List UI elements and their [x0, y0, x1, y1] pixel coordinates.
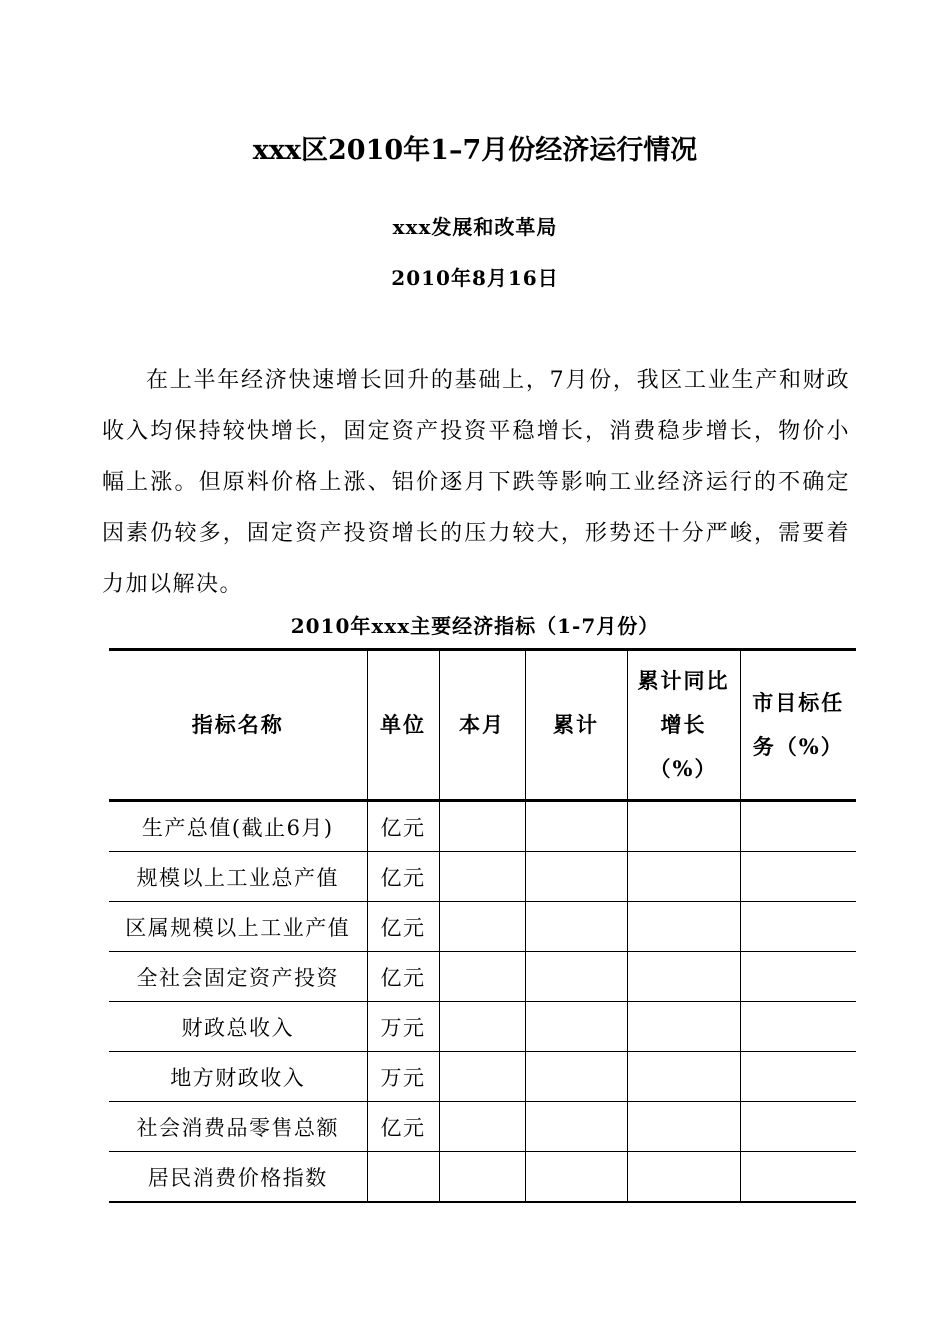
cell-yoy-growth	[627, 952, 740, 1002]
table-caption: 2010年xxx主要经济指标（1-7月份）	[290, 614, 660, 638]
cell-city-target	[740, 852, 856, 902]
cell-unit: 亿元	[367, 1102, 439, 1152]
cell-this-month	[439, 1002, 525, 1052]
table-row	[109, 1102, 856, 1152]
cell-city-target	[740, 1052, 856, 1102]
header-yoy-line3: （%）	[649, 756, 718, 781]
cell-this-month	[439, 1102, 525, 1152]
table-row	[109, 902, 856, 952]
cell-this-month	[439, 801, 525, 852]
header-indicator-name: 指标名称	[109, 650, 367, 801]
document-date: 2010年8月16日	[391, 266, 559, 290]
cell-cumulative	[525, 1152, 627, 1203]
cell-city-target	[740, 952, 856, 1002]
cell-cumulative	[525, 852, 627, 902]
cell-unit: 亿元	[367, 801, 439, 852]
cell-cumulative	[525, 902, 627, 952]
table-row	[109, 801, 856, 852]
cell-cumulative	[525, 1102, 627, 1152]
cell-indicator-name: 地方财政收入	[109, 1052, 367, 1102]
cell-indicator-name: 居民消费价格指数	[109, 1152, 367, 1203]
header-city-target	[740, 650, 856, 801]
cell-this-month	[439, 1152, 525, 1203]
cell-indicator-name: 生产总值(截止6月)	[109, 801, 367, 852]
cell-indicator-name: 区属规模以上工业产值	[109, 902, 367, 952]
cell-unit: 万元	[367, 1052, 439, 1102]
cell-unit: 亿元	[367, 952, 439, 1002]
cell-indicator-name: 社会消费品零售总额	[109, 1102, 367, 1152]
cell-this-month	[439, 1052, 525, 1102]
cell-city-target	[740, 801, 856, 852]
table-row	[109, 1152, 856, 1203]
header-yoy-growth	[627, 650, 740, 801]
header-yoy-line2: 增长	[660, 712, 707, 737]
cell-unit: 亿元	[367, 902, 439, 952]
cell-unit	[367, 1152, 439, 1203]
cell-city-target	[740, 1002, 856, 1052]
header-target-line2: 务（%）	[752, 734, 844, 759]
cell-this-month	[439, 952, 525, 1002]
cell-unit: 亿元	[367, 852, 439, 902]
document-title: xxx区2010年1–7月份经济运行情况	[252, 135, 698, 166]
table-row	[109, 852, 856, 902]
table-row	[109, 952, 856, 1002]
cell-indicator-name: 规模以上工业总产值	[109, 852, 367, 902]
cell-yoy-growth	[627, 1002, 740, 1052]
cell-city-target	[740, 1152, 856, 1203]
indicators-table	[109, 648, 856, 1203]
header-yoy-line1: 累计同比	[637, 668, 730, 693]
cell-cumulative	[525, 801, 627, 852]
cell-yoy-growth	[627, 852, 740, 902]
cell-indicator-name: 全社会固定资产投资	[109, 952, 367, 1002]
cell-cumulative	[525, 1002, 627, 1052]
table-header-row	[109, 650, 856, 801]
cell-this-month	[439, 902, 525, 952]
cell-this-month	[439, 852, 525, 902]
cell-yoy-growth	[627, 1102, 740, 1152]
cell-city-target	[740, 902, 856, 952]
header-unit: 单位	[367, 650, 439, 801]
cell-cumulative	[525, 952, 627, 1002]
table-row	[109, 1052, 856, 1102]
intro-paragraph: 在上半年经济快速增长回升的基础上，7月份，我区工业生产和财政收入均保持较快增长，固定资产投资平稳增长，消费稳步增长，物价小幅上涨。但原料价格上涨、铝价逐月下跌等影响工业经济运行的不确定因素仍较多，固定资产投资增长的压力较大，形势还十分严峻，需要着力加以解决。	[102, 368, 850, 597]
cell-unit: 万元	[367, 1002, 439, 1052]
cell-city-target	[740, 1102, 856, 1152]
cell-yoy-growth	[627, 1152, 740, 1203]
cell-yoy-growth	[627, 1052, 740, 1102]
organization-name: xxx发展和改革局	[392, 215, 558, 239]
header-cumulative: 累计	[525, 650, 627, 801]
header-this-month: 本月	[439, 650, 525, 801]
cell-indicator-name: 财政总收入	[109, 1002, 367, 1052]
cell-yoy-growth	[627, 902, 740, 952]
cell-yoy-growth	[627, 801, 740, 852]
cell-cumulative	[525, 1052, 627, 1102]
header-target-line1: 市目标任	[752, 690, 845, 715]
table-row	[109, 1002, 856, 1052]
